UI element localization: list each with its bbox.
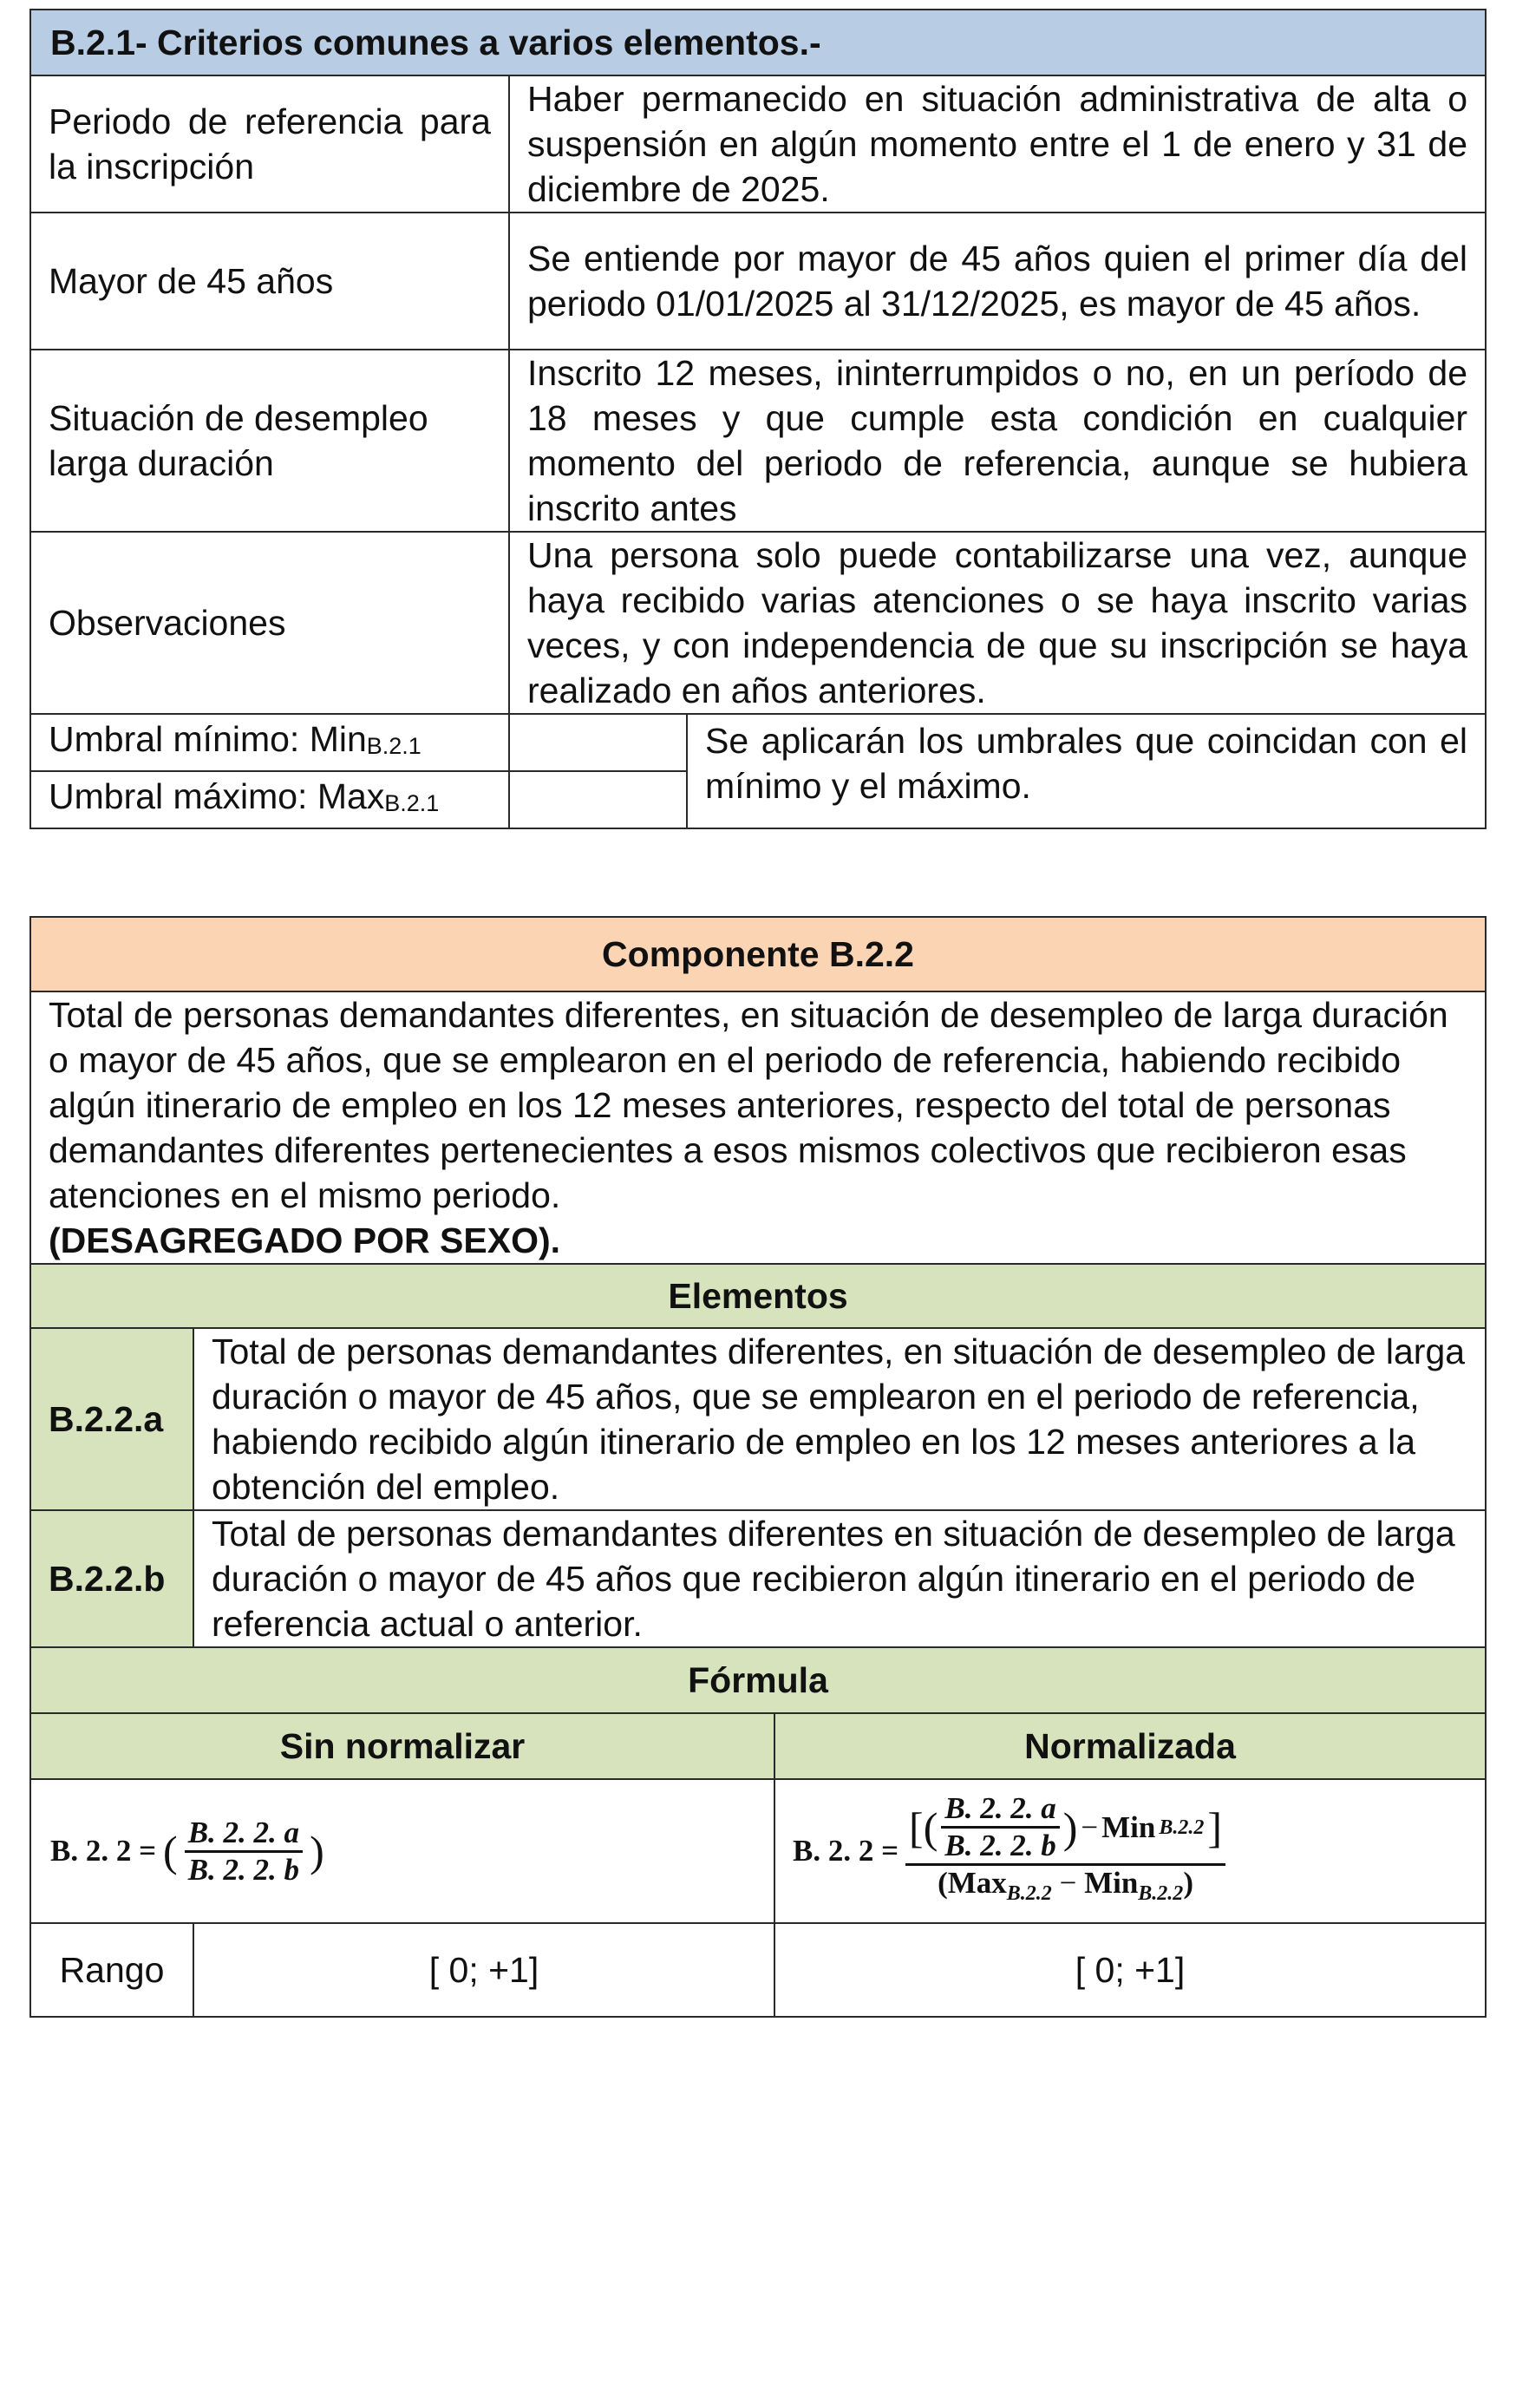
element-text: Total de personas demandantes diferentes en situación de desempleo de larga duración o mayor de 45 años que recibieron algún itinerario en el periodo de referencia actual o anterior. — [193, 1510, 1486, 1647]
component-table — [29, 916, 1487, 2018]
formula-header: Fórmula — [30, 1647, 1486, 1713]
max-threshold-value — [509, 771, 687, 828]
criteria-row — [30, 532, 1486, 714]
rango-label: Rango — [30, 1923, 193, 2017]
criteria-label: Observaciones — [30, 532, 509, 714]
formula-normalized: B. 2. 2 = [( $\frac{B. 2. 2. a}{B. 2. 2. b}$ ) − Min B.2.2 ] (Max$_{B.2.2}$ − Min$_{B.2.2}$) — [774, 1779, 1486, 1923]
formula-unnormalized: B. 2. 2 = ( $\frac{B. 2. 2. a}{B. 2. 2. b}$ ) — [30, 1779, 774, 1923]
element-row — [30, 1510, 1486, 1647]
threshold-note: Se aplicarán los umbrales que coincidan con el mínimo y el máximo. — [687, 714, 1486, 828]
element-row — [30, 1328, 1486, 1510]
criteria-row — [30, 75, 1486, 213]
component-title: Componente B.2.2 — [30, 917, 1486, 991]
normalizada-header: Normalizada — [774, 1713, 1486, 1779]
criteria-label: Periodo de referencia para la inscripción — [30, 75, 509, 213]
criteria-text: Se entiende por mayor de 45 años quien el primer día del periodo 01/01/2025 al 31/12/2025, es mayor de 45 años. — [509, 213, 1486, 350]
min-threshold-value — [509, 714, 687, 771]
sin-normalizar-header: Sin normalizar — [30, 1713, 774, 1779]
element-code: B.2.2.b — [30, 1510, 193, 1647]
elementos-header: Elementos — [30, 1264, 1486, 1328]
criteria-text: Inscrito 12 meses, ininterrumpidos o no, en un período de 18 meses y que cumple esta condición en cualquier momento del periodo de referencia, aunque se hubiera inscrito antes — [509, 350, 1486, 532]
component-description: Total de personas demandantes diferentes, en situación de desempleo de larga duración o mayor de 45 años, que se emplearon en el periodo de referencia, habiendo recibido algún itinerario de empleo en los 12 meses anteriores, respecto del total de personas demandantes diferentes pertenecientes a esos mismos colectivos que recibieron esas atenciones en el mismo periodo. (DESAGREGADO POR SEXO). — [30, 991, 1486, 1264]
min-threshold-label: Umbral mínimo: Min$_{B.2.1}$ — [30, 714, 509, 771]
rango-unnormalized: [ 0; +1] — [193, 1923, 774, 2017]
element-text: Total de personas demandantes diferentes, en situación de desempleo de larga duración o mayor de 45 años, que se emplearon en el periodo de referencia, habiendo recibido algún itinerario de empleo en los 12 meses anteriores a la obtención del empleo. — [193, 1328, 1486, 1510]
criteria-row — [30, 213, 1486, 350]
criteria-text: Haber permanecido en situación administrativa de alta o suspensión en algún momento entre el 1 de enero y 31 de diciembre de 2025. — [509, 75, 1486, 213]
max-threshold-label: Umbral máximo: Max$_{B.2.1}$ — [30, 771, 509, 828]
disaggregation-note: (DESAGREGADO POR SEXO). — [49, 1220, 561, 1260]
criteria-label: Situación de desempleo larga duración — [30, 350, 509, 532]
rango-normalized: [ 0; +1] — [774, 1923, 1486, 2017]
criteria-title: B.2.1- Criterios comunes a varios elementos.- — [30, 10, 1486, 75]
criteria-label: Mayor de 45 años — [30, 213, 509, 350]
element-code: B.2.2.a — [30, 1328, 193, 1510]
criteria-table — [29, 9, 1487, 829]
criteria-row — [30, 350, 1486, 532]
criteria-text: Una persona solo puede contabilizarse una vez, aunque haya recibido varias atenciones o se haya inscrito varias veces, y con independencia de que su inscripción se haya realizado en años anteriores. — [509, 532, 1486, 714]
